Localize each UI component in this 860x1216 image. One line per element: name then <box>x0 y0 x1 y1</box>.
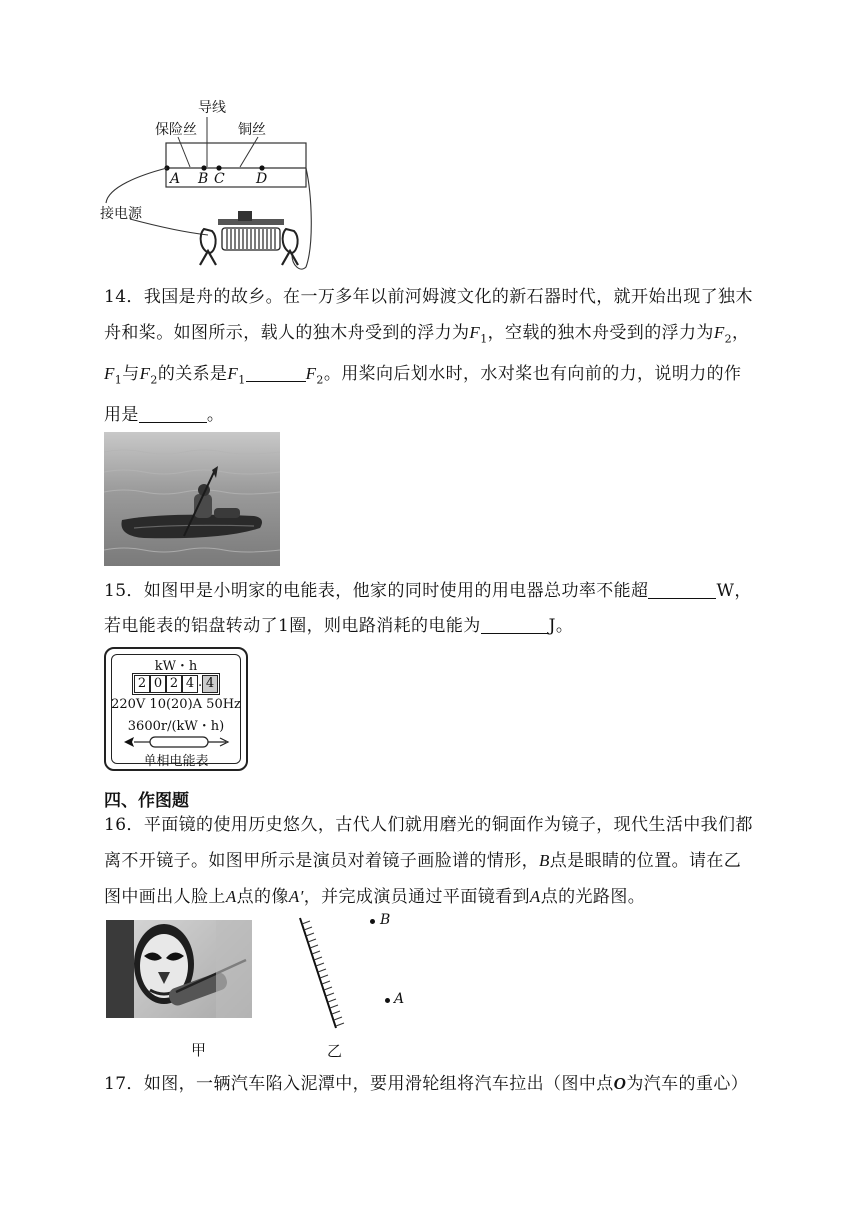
electricity-meter <box>104 647 248 771</box>
q15-blank-1[interactable] <box>648 580 716 599</box>
circuit-figure <box>100 95 330 275</box>
opera-mask-photo <box>106 920 252 1018</box>
question-15 <box>104 574 754 644</box>
q14-line-4: 用是 。 <box>104 404 225 425</box>
power-label: 接电源 <box>100 206 142 222</box>
q14-line-2: 舟和桨。如图所示，载人的独木舟受到的浮力为$F_1$，空载的独木舟受到的浮力为$F_2$， <box>104 323 750 346</box>
caption-yi: 乙 <box>327 1042 343 1060</box>
point-b-dot <box>370 919 375 924</box>
point-a-label: A <box>394 991 405 1007</box>
q14-line-3: $F_1$与$F_2$的关系是$F_1$ $F_2$。用桨向后划水时，水对桨也有向前的力，说明力的作 <box>104 364 742 387</box>
caption-jia: 甲 <box>191 1041 207 1059</box>
q17-line-1: 17．如图，一辆汽车陷入泥潭中，要用滑轮组将汽车拉出（图中点O为汽车的重心） <box>104 1074 749 1094</box>
point-c-label: C <box>214 171 225 187</box>
meter-digit: 2 <box>134 675 150 693</box>
q16-line-3: 图中画出人脸上A点的像A′，并完成演员通过平面镜看到A点的光路图。 <box>104 887 646 907</box>
meter-digit-decimal: 4 <box>202 675 218 693</box>
meter-name: 单相电能表 <box>143 754 209 769</box>
meter-constant: 3600r/(kW・h) <box>127 719 225 734</box>
fuse-label: 保险丝 <box>155 122 197 138</box>
meter-digits: 2 0 2 4 . 4 <box>132 673 220 695</box>
point-a-dot <box>385 998 390 1003</box>
meter-digit: 4 <box>182 675 198 693</box>
meter-unit: kW・h <box>154 659 198 674</box>
question-14 <box>104 280 754 433</box>
q16-line-2: 离不开镜子。如图甲所示是演员对着镜子画脸谱的情形，B点是眼睛的位置。请在乙 <box>104 851 742 871</box>
meter-rating: 220V 10(20)A 50Hz <box>111 697 241 712</box>
q16-line-1: 16．平面镜的使用历史悠久，古代人们就用磨光的铜面作为镜子，现代生活中我们都 <box>104 815 753 835</box>
meter-disc-window <box>122 735 232 749</box>
plane-mirror <box>296 916 356 1036</box>
question-17 <box>104 1066 754 1102</box>
q15-line-1: 15．如图甲是小明家的电能表，他家的同时使用的用电器总功率不能超 W， <box>104 581 752 601</box>
q15-line-2: 若电能表的铝盘转动了1圈，则电路消耗的电能为 J。 <box>104 616 574 636</box>
canoe-photo <box>104 432 280 566</box>
meter-digit: 0 <box>150 675 166 693</box>
meter-digit: 2 <box>166 675 182 693</box>
q14-blank-2[interactable] <box>139 404 207 423</box>
question-16 <box>104 808 754 915</box>
point-d-label: D <box>256 171 268 187</box>
q14-line-1: 14．我国是舟的故乡。在一万多年以前河姆渡文化的新石器时代，就开始出现了独木 <box>104 287 753 307</box>
section-heading: 四、作图题 <box>104 791 189 811</box>
point-b-label: B <box>198 171 209 187</box>
point-a-label: A <box>170 171 181 187</box>
q15-blank-2[interactable] <box>481 615 549 634</box>
copper-label: 铜丝 <box>238 122 266 138</box>
point-b-label: B <box>380 912 391 928</box>
q14-blank-1[interactable] <box>246 363 306 382</box>
wire-label: 导线 <box>198 100 226 116</box>
